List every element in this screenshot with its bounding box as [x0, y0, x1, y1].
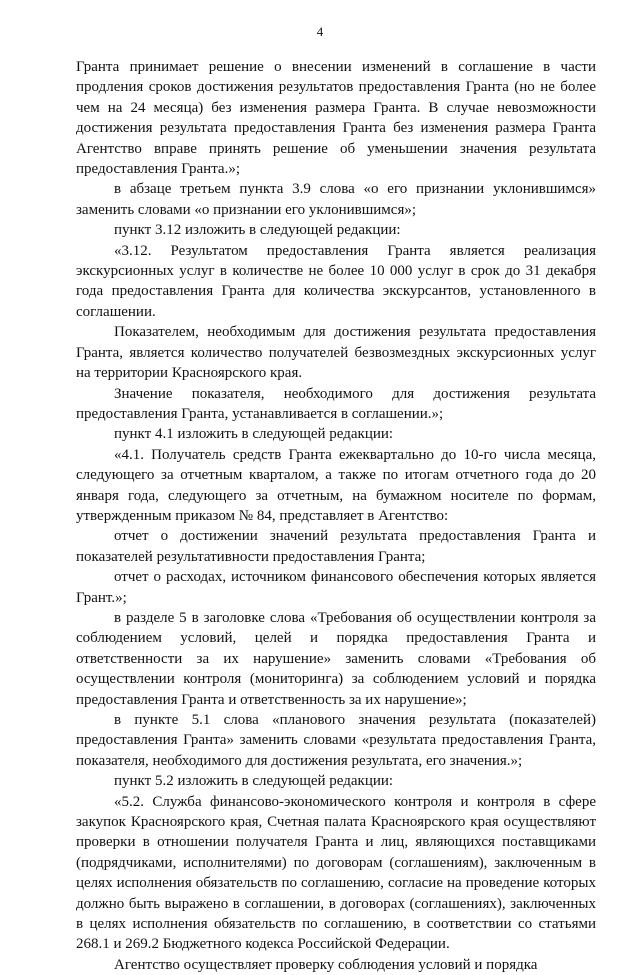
paragraph: «3.12. Результатом предоставления Гранта является реализация экскурсионных услуг в количестве не более 10 000 услуг в срок до 31 декабря года предоставления Гранта для количества экскурсантов, установленного в соглашении.	[76, 242, 596, 320]
paragraph: пункт 3.12 изложить в следующей редакции:	[114, 222, 401, 239]
paragraph: отчет о достижении значений результата предоставления Гранта и показателей результативности предоставления Гранта;	[76, 528, 596, 565]
paragraph: «4.1. Получатель средств Гранта ежеквартально до 10-го числа месяца, следующего за отчетным кварталом, а также по итогам отчетного года до 20 января года, следующего за отчетным, на бумажном носителе по формам, утвержденным приказом № 84, представляет в Агентство:	[76, 446, 596, 524]
paragraph: в абзаце третьем пункта 3.9 слова «о его признании уклонившимся» заменить словами «о признании его уклонившимся»;	[76, 181, 596, 218]
paragraph: Значение показателя, необходимого для достижения результата предоставления Гранта, устанавливается в соглашении.»;	[76, 385, 596, 422]
paragraph: отчет о расходах, источником финансового обеспечения которых является Грант.»;	[76, 569, 596, 606]
page-number: 4	[316, 24, 324, 39]
paragraph: в разделе 5 в заголовке слова «Требования об осуществлении контроля за соблюдением условий, целей и порядка предоставления Гранта и ответственности за их нарушение» заменить словами «Требования об осуществлении контроля (мониторинга) за соблюдением условий и порядка предоставления Гранта и ответственность за их нарушение»;	[76, 609, 596, 708]
paragraph: в пункте 5.1 слова «планового значения результата (показателей) предоставления Гранта» заменить словами «результата предоставления Гранта, показателя, необходимого для достижения результата, его значения.»;	[76, 712, 596, 769]
paragraph: пункт 5.2 изложить в следующей редакции:	[114, 773, 394, 790]
document-body	[76, 57, 596, 975]
paragraph: «5.2. Служба финансово-экономического контроля и контроля в сфере закупок Красноярского края, Счетная палата Красноярского края осуществляют проверки в отношении получателя Гранта и лиц, являющихся поставщиками (подрядчиками, исполнителями) по договорам (соглашениям), заключенным в целях исполнения обязательств по соглашению, согласие на проведение которых должно быть выражено в соглашении, в договорах (соглашениях), заключенных в целях исполнения обязательств по соглашению, в соответствии со статьями 268.1 и 269.2 Бюджетного кодекса Российской Федерации.	[76, 793, 596, 953]
paragraph: пункт 4.1 изложить в следующей редакции:	[114, 426, 394, 443]
paragraph: Показателем, необходимым для достижения результата предоставления Гранта, является количество получателей безвозмездных экскурсионных услуг на территории Красноярского края.	[76, 324, 596, 382]
paragraph: Гранта принимает решение о внесении изменений в соглашение в части продления сроков достижения результатов предоставления Гранта (но не более чем на 24 месяца) без изменения размера Гранта. В случае невозможности достижения результата предоставления Гранта без изменения размера Гранта Агентство вправе принять решение об уменьшении значения результата предоставления Гранта.»;	[76, 59, 596, 178]
paragraph: Агентство осуществляет проверку соблюдения условий и порядка	[114, 956, 538, 973]
